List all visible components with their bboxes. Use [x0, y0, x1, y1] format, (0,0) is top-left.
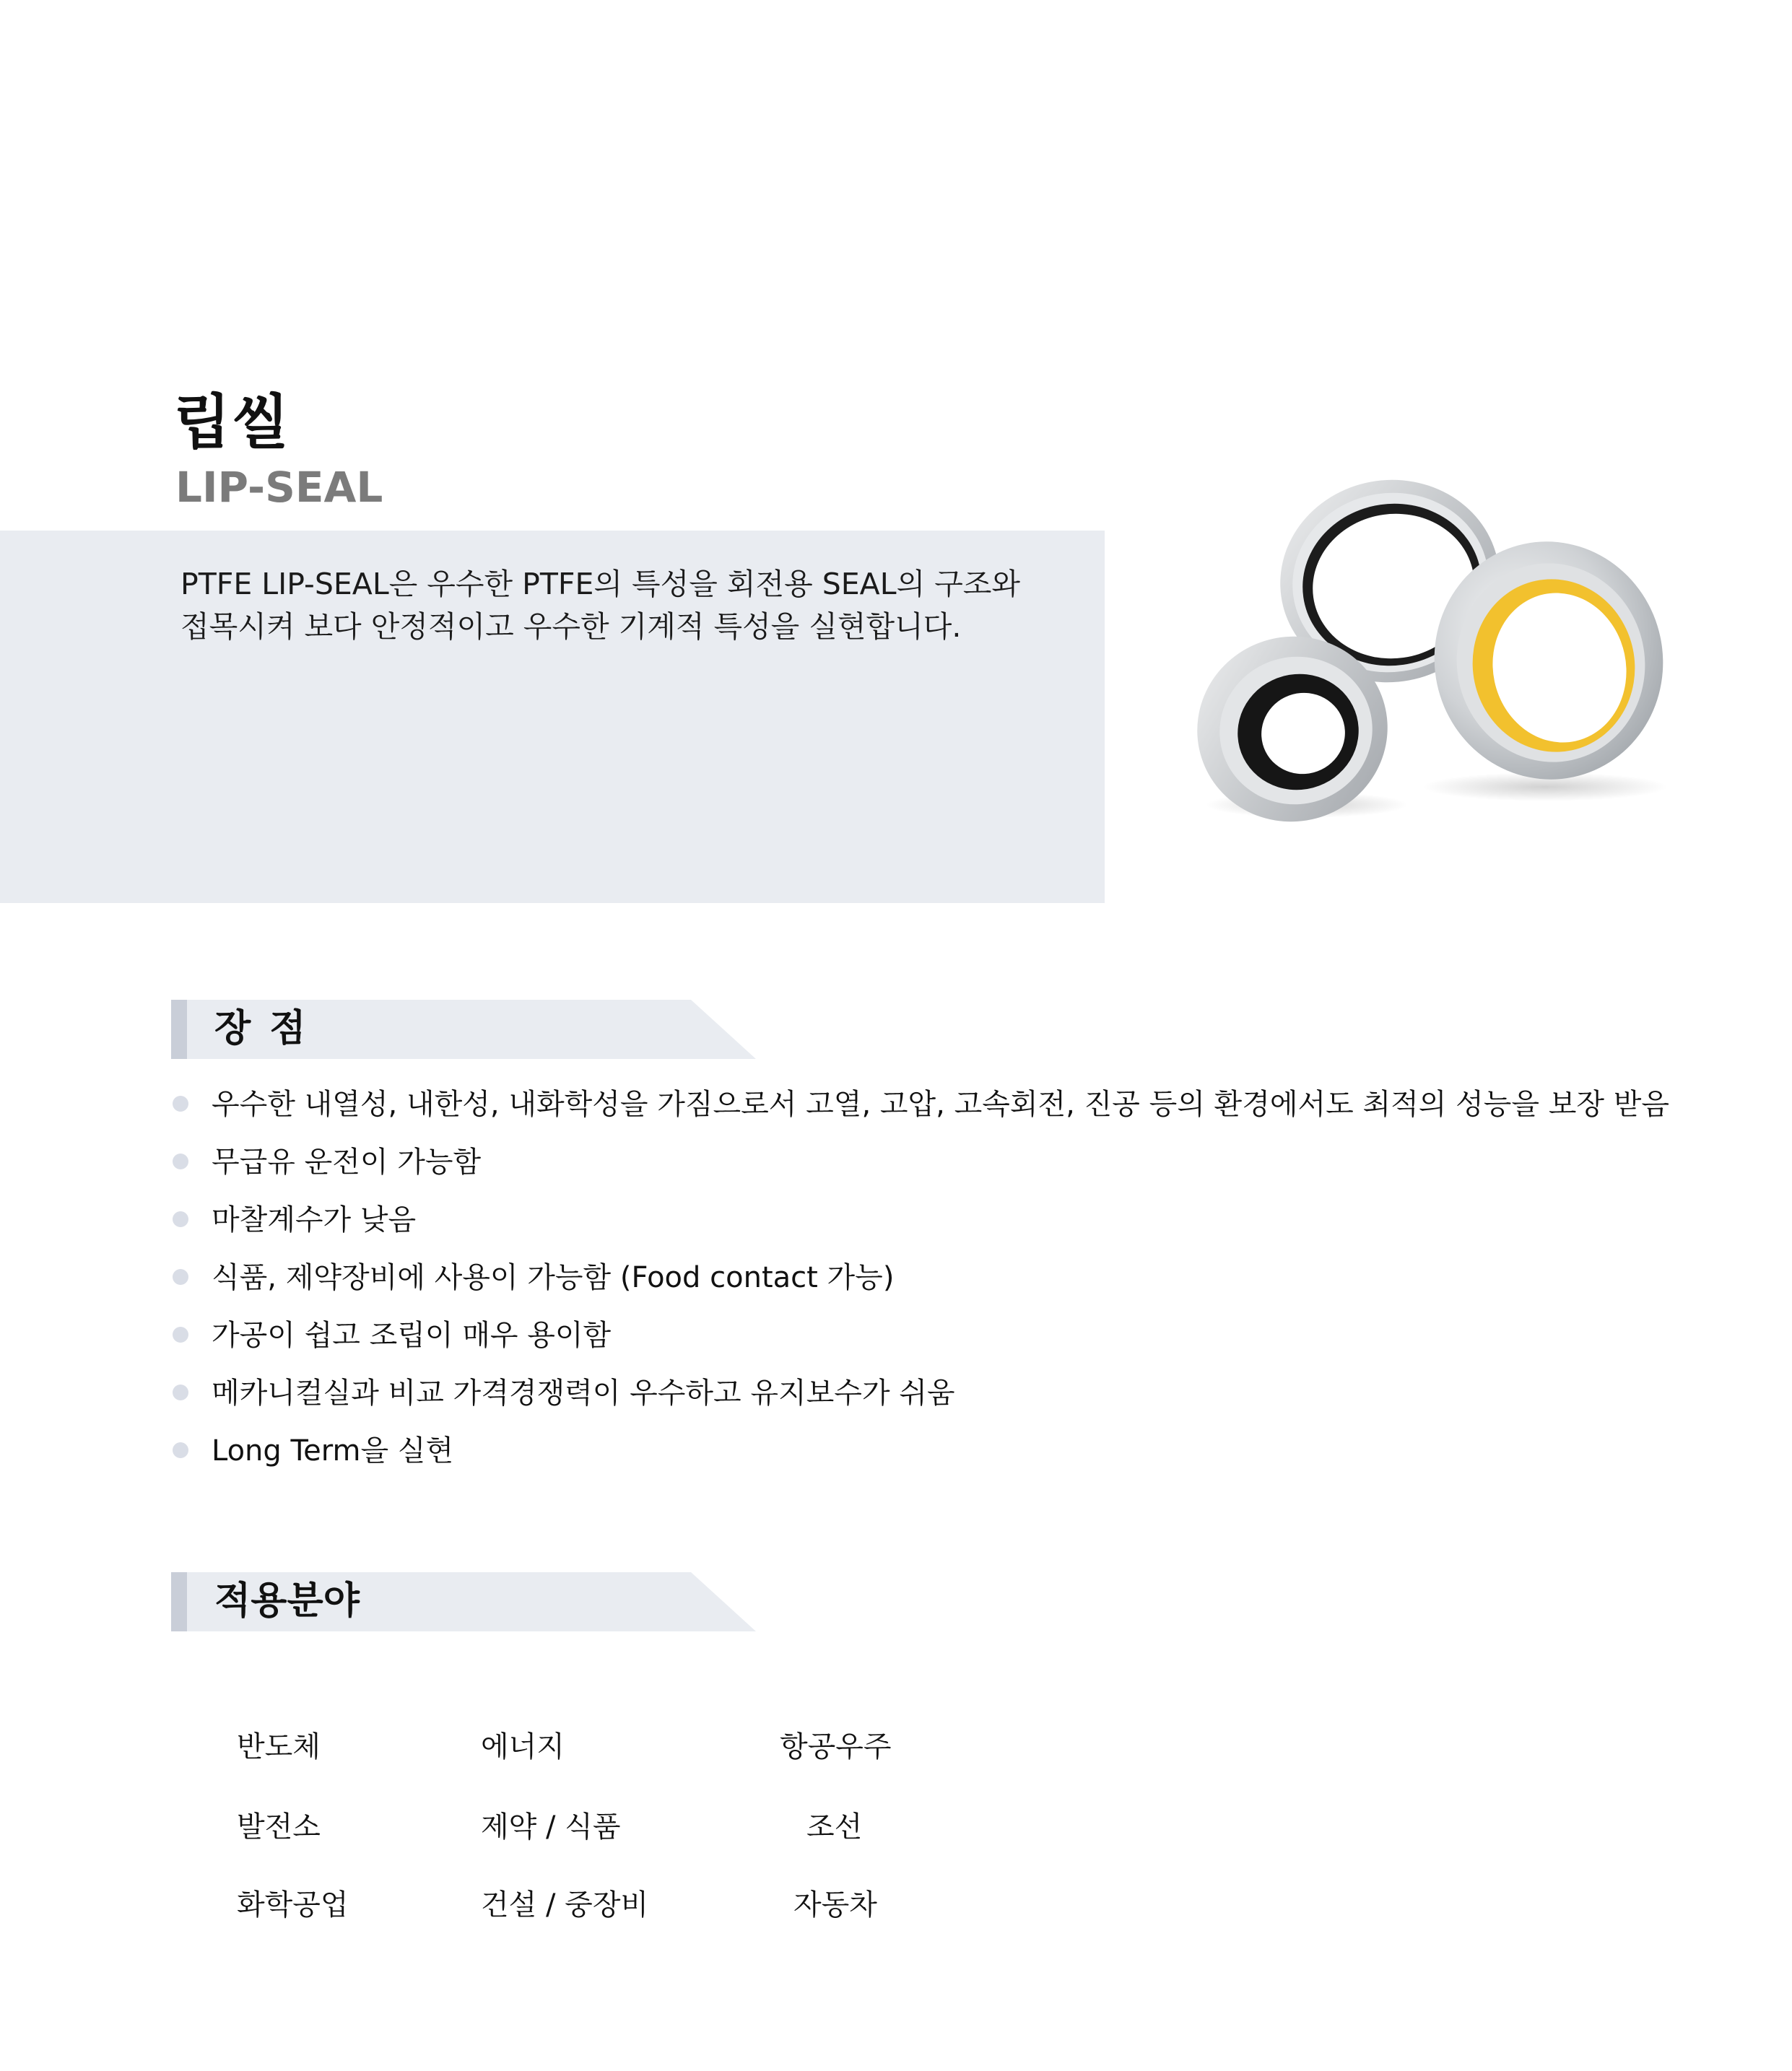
advantage-text: 가공이 쉽고 조립이 매우 용이함	[212, 1319, 612, 1352]
application-item: 조선	[806, 1810, 863, 1844]
application-item: 제약 / 식품	[481, 1810, 621, 1844]
list-item	[171, 1198, 1669, 1256]
application-item: 화학공업	[237, 1888, 349, 1922]
list-item	[171, 1083, 1669, 1141]
advantage-text: 무급유 운전이 가능함	[212, 1146, 482, 1179]
bullet-icon	[173, 1327, 188, 1343]
advantages-list	[171, 1083, 1669, 1487]
advantage-text: 메카니컬실과 비교 가격경쟁력이 우수하고 유지보수가 쉬움	[212, 1377, 955, 1410]
application-item: 항공우주	[780, 1730, 892, 1763]
list-item	[171, 1429, 1669, 1487]
list-item	[171, 1141, 1669, 1198]
applications-heading-label: 적용분야	[214, 1579, 360, 1623]
intro-text-line-2: 접목시켜 보다 안정적이고 우수한 기계적 특성을 실현합니다.	[180, 609, 962, 644]
list-item	[171, 1256, 1669, 1314]
page-subtitle: LIP-SEAL	[175, 463, 383, 512]
bullet-icon	[173, 1154, 188, 1169]
application-item: 에너지	[481, 1730, 565, 1763]
advantages-heading-label: 장점	[214, 1007, 325, 1050]
bullet-icon	[173, 1211, 188, 1227]
bullet-icon	[173, 1442, 188, 1458]
application-item: 반도체	[237, 1730, 321, 1763]
list-item	[171, 1314, 1669, 1372]
advantage-text: 마찰계수가 낮음	[212, 1203, 417, 1237]
advantages-heading	[171, 1000, 756, 1059]
bullet-icon	[173, 1385, 188, 1400]
bullet-icon	[173, 1269, 188, 1285]
intro-text-line-1: PTFE LIP-SEAL은 우수한 PTFE의 특성을 회전용 SEAL의 구조와	[180, 567, 1021, 601]
applications-heading	[171, 1572, 756, 1631]
list-item	[171, 1372, 1669, 1429]
advantage-text: 식품, 제약장비에 사용이 가능함 (Food contact 가능)	[212, 1261, 895, 1294]
advantage-text: Long Term을 실현	[212, 1434, 454, 1468]
bullet-icon	[173, 1096, 188, 1112]
application-item: 건설 / 중장비	[481, 1888, 649, 1922]
page-title: 립씰	[173, 388, 291, 457]
application-item: 발전소	[237, 1810, 321, 1844]
application-item: 자동차	[793, 1888, 877, 1922]
advantage-text: 우수한 내열성, 내한성, 내화학성을 가짐으로서 고열, 고압, 고속회전, 진공 등의 환경에서도 최적의 성능을 보장 받음	[212, 1088, 1670, 1121]
lip-seal-product-photo	[1184, 448, 1675, 823]
